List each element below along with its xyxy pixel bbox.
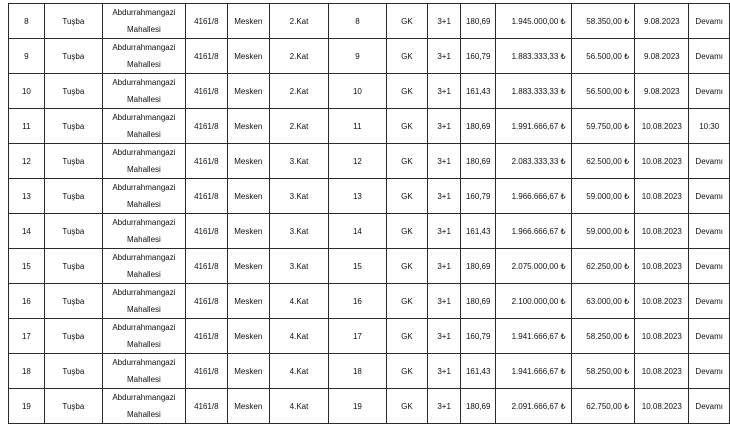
room-count-cell: 3+1 bbox=[428, 4, 461, 39]
neighborhood-suffix: Mahallesi bbox=[127, 95, 161, 104]
area-cell: 160,79 bbox=[461, 179, 496, 214]
neighborhood-cell bbox=[102, 4, 185, 39]
row-number-cell: 17 bbox=[9, 319, 45, 354]
date-cell: 10.08.2023 bbox=[635, 214, 689, 249]
neighborhood-name: Abdurrahmangazi bbox=[112, 183, 176, 192]
row-number-cell: 10 bbox=[9, 74, 45, 109]
zone-cell: GK bbox=[386, 4, 427, 39]
zone-cell: GK bbox=[386, 354, 427, 389]
property-type-cell: Mesken bbox=[227, 39, 269, 74]
floor-cell: 3.Kat bbox=[269, 249, 328, 284]
district-cell: Tuşba bbox=[44, 249, 102, 284]
parcel-cell: 4161/8 bbox=[185, 354, 227, 389]
deposit-cell: 62.250,00 ₺ bbox=[571, 249, 635, 284]
table-body bbox=[9, 4, 730, 424]
time-cell: 10:30 bbox=[689, 109, 730, 144]
price-cell: 1.883.333,33 ₺ bbox=[496, 74, 571, 109]
zone-cell: GK bbox=[386, 179, 427, 214]
floor-cell: 2.Kat bbox=[269, 39, 328, 74]
date-cell: 10.08.2023 bbox=[635, 319, 689, 354]
neighborhood-name: Abdurrahmangazi bbox=[112, 148, 176, 157]
table-row bbox=[9, 319, 730, 354]
area-cell: 180,69 bbox=[461, 144, 496, 179]
room-count-cell: 3+1 bbox=[428, 179, 461, 214]
neighborhood-suffix: Mahallesi bbox=[127, 165, 161, 174]
row-number-cell: 19 bbox=[9, 389, 45, 424]
price-cell: 2.100.000,00 ₺ bbox=[496, 284, 571, 319]
property-type-cell: Mesken bbox=[227, 109, 269, 144]
district-cell: Tuşba bbox=[44, 109, 102, 144]
property-type-cell: Mesken bbox=[227, 144, 269, 179]
price-cell: 1.883.333,33 ₺ bbox=[496, 39, 571, 74]
neighborhood-cell bbox=[102, 389, 185, 424]
date-cell: 10.08.2023 bbox=[635, 179, 689, 214]
parcel-cell: 4161/8 bbox=[185, 109, 227, 144]
neighborhood-name: Abdurrahmangazi bbox=[112, 8, 176, 17]
time-cell: Devamı bbox=[689, 39, 730, 74]
neighborhood-suffix: Mahallesi bbox=[127, 200, 161, 209]
parcel-cell: 4161/8 bbox=[185, 214, 227, 249]
deposit-cell: 62.750,00 ₺ bbox=[571, 389, 635, 424]
deposit-cell: 58.350,00 ₺ bbox=[571, 4, 635, 39]
area-cell: 180,69 bbox=[461, 4, 496, 39]
price-cell: 2.083.333,33 ₺ bbox=[496, 144, 571, 179]
zone-cell: GK bbox=[386, 389, 427, 424]
room-count-cell: 3+1 bbox=[428, 249, 461, 284]
date-cell: 10.08.2023 bbox=[635, 109, 689, 144]
neighborhood-cell bbox=[102, 284, 185, 319]
district-cell: Tuşba bbox=[44, 4, 102, 39]
row-number-cell: 15 bbox=[9, 249, 45, 284]
price-cell: 2.075.000,00 ₺ bbox=[496, 249, 571, 284]
row-number-cell: 18 bbox=[9, 354, 45, 389]
neighborhood-name: Abdurrahmangazi bbox=[112, 78, 176, 87]
parcel-cell: 4161/8 bbox=[185, 179, 227, 214]
neighborhood-suffix: Mahallesi bbox=[127, 375, 161, 384]
row-number-cell: 8 bbox=[9, 4, 45, 39]
unit-number-cell: 12 bbox=[329, 144, 387, 179]
district-cell: Tuşba bbox=[44, 354, 102, 389]
zone-cell: GK bbox=[386, 144, 427, 179]
property-type-cell: Mesken bbox=[227, 214, 269, 249]
floor-cell: 3.Kat bbox=[269, 144, 328, 179]
neighborhood-name: Abdurrahmangazi bbox=[112, 393, 176, 402]
neighborhood-cell bbox=[102, 144, 185, 179]
deposit-cell: 58.250,00 ₺ bbox=[571, 319, 635, 354]
parcel-cell: 4161/8 bbox=[185, 389, 227, 424]
time-cell: Devamı bbox=[689, 4, 730, 39]
time-cell: Devamı bbox=[689, 389, 730, 424]
property-type-cell: Mesken bbox=[227, 179, 269, 214]
price-cell: 1.941.666,67 ₺ bbox=[496, 354, 571, 389]
area-cell: 161,43 bbox=[461, 354, 496, 389]
parcel-cell: 4161/8 bbox=[185, 144, 227, 179]
property-type-cell: Mesken bbox=[227, 389, 269, 424]
area-cell: 180,69 bbox=[461, 284, 496, 319]
zone-cell: GK bbox=[386, 214, 427, 249]
table-row bbox=[9, 74, 730, 109]
district-cell: Tuşba bbox=[44, 389, 102, 424]
time-cell: Devamı bbox=[689, 74, 730, 109]
neighborhood-name: Abdurrahmangazi bbox=[112, 253, 176, 262]
floor-cell: 4.Kat bbox=[269, 284, 328, 319]
district-cell: Tuşba bbox=[44, 39, 102, 74]
parcel-cell: 4161/8 bbox=[185, 319, 227, 354]
neighborhood-cell bbox=[102, 39, 185, 74]
room-count-cell: 3+1 bbox=[428, 144, 461, 179]
zone-cell: GK bbox=[386, 284, 427, 319]
parcel-cell: 4161/8 bbox=[185, 39, 227, 74]
row-number-cell: 14 bbox=[9, 214, 45, 249]
neighborhood-cell bbox=[102, 74, 185, 109]
area-cell: 180,69 bbox=[461, 389, 496, 424]
deposit-cell: 59.750,00 ₺ bbox=[571, 109, 635, 144]
deposit-cell: 59.000,00 ₺ bbox=[571, 179, 635, 214]
neighborhood-suffix: Mahallesi bbox=[127, 410, 161, 419]
property-type-cell: Mesken bbox=[227, 249, 269, 284]
row-number-cell: 9 bbox=[9, 39, 45, 74]
date-cell: 10.08.2023 bbox=[635, 389, 689, 424]
unit-number-cell: 14 bbox=[329, 214, 387, 249]
district-cell: Tuşba bbox=[44, 319, 102, 354]
unit-number-cell: 8 bbox=[329, 4, 387, 39]
neighborhood-suffix: Mahallesi bbox=[127, 60, 161, 69]
deposit-cell: 56.500,00 ₺ bbox=[571, 74, 635, 109]
neighborhood-cell bbox=[102, 179, 185, 214]
date-cell: 10.08.2023 bbox=[635, 354, 689, 389]
property-type-cell: Mesken bbox=[227, 354, 269, 389]
property-type-cell: Mesken bbox=[227, 4, 269, 39]
table-row bbox=[9, 284, 730, 319]
unit-number-cell: 13 bbox=[329, 179, 387, 214]
room-count-cell: 3+1 bbox=[428, 354, 461, 389]
unit-number-cell: 19 bbox=[329, 389, 387, 424]
row-number-cell: 12 bbox=[9, 144, 45, 179]
parcel-cell: 4161/8 bbox=[185, 249, 227, 284]
room-count-cell: 3+1 bbox=[428, 74, 461, 109]
room-count-cell: 3+1 bbox=[428, 39, 461, 74]
date-cell: 9.08.2023 bbox=[635, 74, 689, 109]
floor-cell: 2.Kat bbox=[269, 4, 328, 39]
room-count-cell: 3+1 bbox=[428, 214, 461, 249]
neighborhood-suffix: Mahallesi bbox=[127, 130, 161, 139]
table-row bbox=[9, 249, 730, 284]
floor-cell: 4.Kat bbox=[269, 354, 328, 389]
deposit-cell: 56.500,00 ₺ bbox=[571, 39, 635, 74]
floor-cell: 4.Kat bbox=[269, 319, 328, 354]
unit-number-cell: 16 bbox=[329, 284, 387, 319]
table-row bbox=[9, 39, 730, 74]
date-cell: 10.08.2023 bbox=[635, 284, 689, 319]
row-number-cell: 13 bbox=[9, 179, 45, 214]
property-type-cell: Mesken bbox=[227, 319, 269, 354]
price-cell: 1.966.666,67 ₺ bbox=[496, 179, 571, 214]
time-cell: Devamı bbox=[689, 319, 730, 354]
unit-number-cell: 17 bbox=[329, 319, 387, 354]
date-cell: 10.08.2023 bbox=[635, 249, 689, 284]
table-row bbox=[9, 214, 730, 249]
date-cell: 9.08.2023 bbox=[635, 4, 689, 39]
price-cell: 2.091.666,67 ₺ bbox=[496, 389, 571, 424]
property-type-cell: Mesken bbox=[227, 74, 269, 109]
area-cell: 180,69 bbox=[461, 249, 496, 284]
deposit-cell: 58.250,00 ₺ bbox=[571, 354, 635, 389]
neighborhood-cell bbox=[102, 109, 185, 144]
table-row bbox=[9, 179, 730, 214]
zone-cell: GK bbox=[386, 249, 427, 284]
neighborhood-name: Abdurrahmangazi bbox=[112, 288, 176, 297]
neighborhood-suffix: Mahallesi bbox=[127, 340, 161, 349]
table-row bbox=[9, 144, 730, 179]
unit-number-cell: 18 bbox=[329, 354, 387, 389]
price-cell: 1.966.666,67 ₺ bbox=[496, 214, 571, 249]
deposit-cell: 59.000,00 ₺ bbox=[571, 214, 635, 249]
table-row bbox=[9, 109, 730, 144]
parcel-cell: 4161/8 bbox=[185, 4, 227, 39]
floor-cell: 3.Kat bbox=[269, 214, 328, 249]
unit-number-cell: 15 bbox=[329, 249, 387, 284]
table-row bbox=[9, 4, 730, 39]
room-count-cell: 3+1 bbox=[428, 389, 461, 424]
room-count-cell: 3+1 bbox=[428, 109, 461, 144]
time-cell: Devamı bbox=[689, 354, 730, 389]
property-auction-table bbox=[8, 3, 730, 424]
room-count-cell: 3+1 bbox=[428, 284, 461, 319]
time-cell: Devamı bbox=[689, 144, 730, 179]
date-cell: 10.08.2023 bbox=[635, 144, 689, 179]
district-cell: Tuşba bbox=[44, 284, 102, 319]
time-cell: Devamı bbox=[689, 179, 730, 214]
deposit-cell: 63.000,00 ₺ bbox=[571, 284, 635, 319]
floor-cell: 2.Kat bbox=[269, 74, 328, 109]
area-cell: 161,43 bbox=[461, 214, 496, 249]
area-cell: 180,69 bbox=[461, 109, 496, 144]
zone-cell: GK bbox=[386, 319, 427, 354]
district-cell: Tuşba bbox=[44, 214, 102, 249]
floor-cell: 3.Kat bbox=[269, 179, 328, 214]
area-cell: 160,79 bbox=[461, 39, 496, 74]
unit-number-cell: 11 bbox=[329, 109, 387, 144]
price-cell: 1.945.000,00 ₺ bbox=[496, 4, 571, 39]
zone-cell: GK bbox=[386, 109, 427, 144]
district-cell: Tuşba bbox=[44, 179, 102, 214]
neighborhood-name: Abdurrahmangazi bbox=[112, 358, 176, 367]
neighborhood-suffix: Mahallesi bbox=[127, 270, 161, 279]
neighborhood-cell bbox=[102, 214, 185, 249]
neighborhood-name: Abdurrahmangazi bbox=[112, 43, 176, 52]
row-number-cell: 16 bbox=[9, 284, 45, 319]
neighborhood-suffix: Mahallesi bbox=[127, 305, 161, 314]
row-number-cell: 11 bbox=[9, 109, 45, 144]
unit-number-cell: 9 bbox=[329, 39, 387, 74]
neighborhood-cell bbox=[102, 249, 185, 284]
unit-number-cell: 10 bbox=[329, 74, 387, 109]
area-cell: 161,43 bbox=[461, 74, 496, 109]
price-cell: 1.991.666,67 ₺ bbox=[496, 109, 571, 144]
neighborhood-suffix: Mahallesi bbox=[127, 235, 161, 244]
neighborhood-cell bbox=[102, 319, 185, 354]
table-row bbox=[9, 389, 730, 424]
area-cell: 160,79 bbox=[461, 319, 496, 354]
zone-cell: GK bbox=[386, 39, 427, 74]
price-cell: 1.941.666,67 ₺ bbox=[496, 319, 571, 354]
neighborhood-name: Abdurrahmangazi bbox=[112, 113, 176, 122]
room-count-cell: 3+1 bbox=[428, 319, 461, 354]
date-cell: 9.08.2023 bbox=[635, 39, 689, 74]
neighborhood-name: Abdurrahmangazi bbox=[112, 218, 176, 227]
district-cell: Tuşba bbox=[44, 144, 102, 179]
property-type-cell: Mesken bbox=[227, 284, 269, 319]
deposit-cell: 62.500,00 ₺ bbox=[571, 144, 635, 179]
neighborhood-name: Abdurrahmangazi bbox=[112, 323, 176, 332]
zone-cell: GK bbox=[386, 74, 427, 109]
time-cell: Devamı bbox=[689, 214, 730, 249]
floor-cell: 4.Kat bbox=[269, 389, 328, 424]
time-cell: Devamı bbox=[689, 249, 730, 284]
time-cell: Devamı bbox=[689, 284, 730, 319]
parcel-cell: 4161/8 bbox=[185, 284, 227, 319]
neighborhood-cell bbox=[102, 354, 185, 389]
neighborhood-suffix: Mahallesi bbox=[127, 25, 161, 34]
table-row bbox=[9, 354, 730, 389]
parcel-cell: 4161/8 bbox=[185, 74, 227, 109]
district-cell: Tuşba bbox=[44, 74, 102, 109]
floor-cell: 2.Kat bbox=[269, 109, 328, 144]
